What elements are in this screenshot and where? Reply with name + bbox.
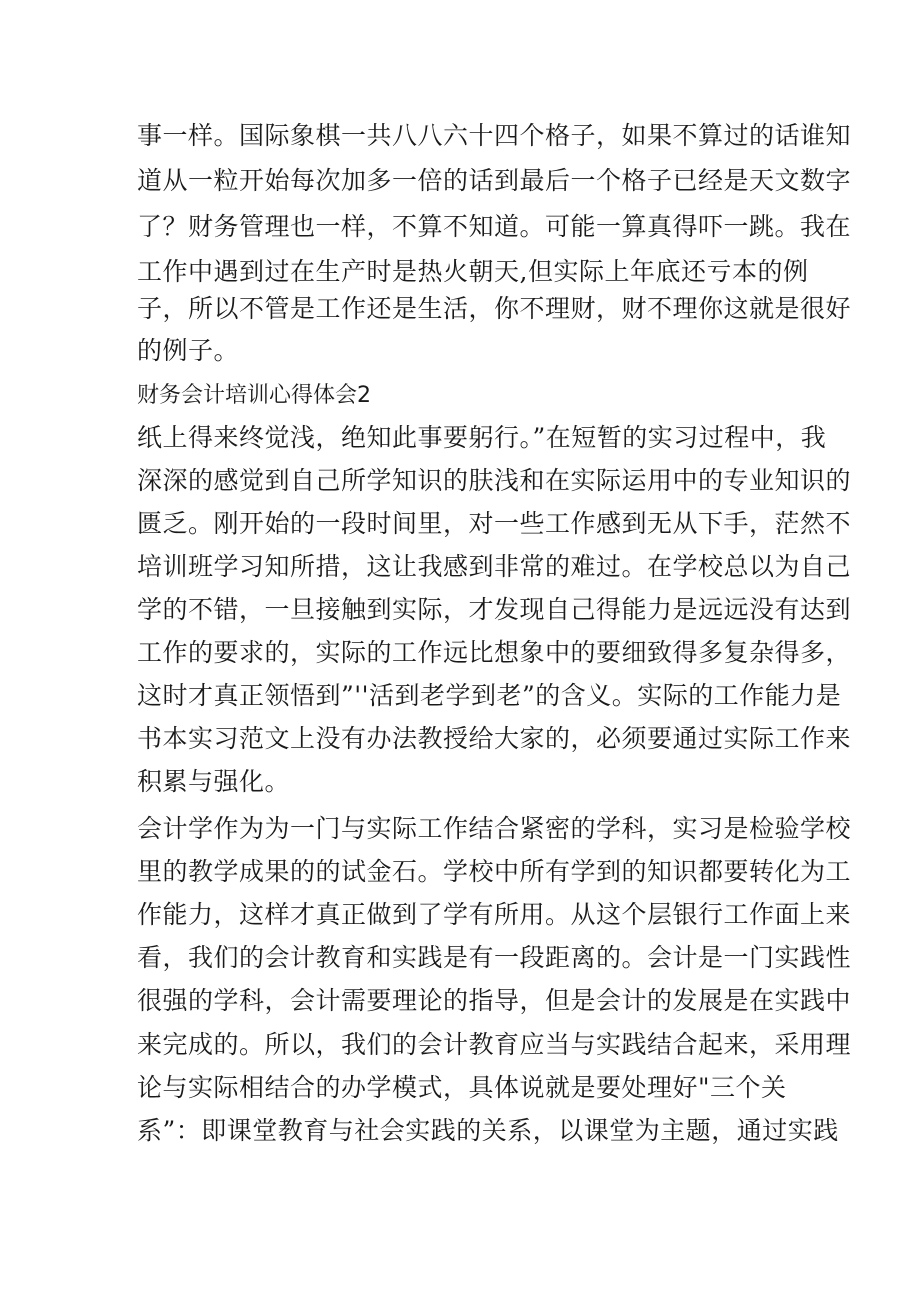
text-line: 里的教学成果的的试金石。学校中所有学到的知识都要转化为工 [137,857,852,886]
text-line: 来完成的。所以，我们的会计教育应当与实践结合起来，采用理 [137,1030,852,1059]
text-line: 这时才真正领悟到”''活到老学到老”的含义。实际的工作能力是 [137,681,842,710]
text-line: 书本实习范文上没有办法教授给大家的，必须要通过实际工作来 [137,724,852,753]
text-line: 纸上得来终觉浅，绝知此事要躬行。”在短暂的实习过程中，我 [137,423,827,452]
text-line: 很强的学科，会计需要理论的指导，但是会计的发展是在实践中 [137,986,852,1015]
text-line: 作能力，这样才真正做到了学有所用。从这个层银行工作面上来 [137,900,852,929]
text-line: 深深的感觉到自己所学知识的肤浅和在实际运用中的专业知识的 [137,466,852,495]
text-line: 积累与强化。 [137,767,291,796]
section-heading: 财务会计培训心得体会2 [137,383,371,408]
text-line: 工作中遇到过在生产时是热火朝天,但实际上年底还亏本的例 [137,257,809,286]
text-line: 系”：即课堂教育与社会实践的关系，以课堂为主题，通过实践 [137,1116,839,1145]
text-line: 看，我们的会计教育和实践是有一段距离的。会计是一门实践性 [137,943,852,972]
text-line: 培训班学习知所措，这让我感到非常的难过。在学校总以为自己 [137,552,852,581]
text-line: 道从一粒开始每次加多一倍的话到最后一个格子已经是天文数字 [137,166,852,195]
text-line: 了？财务管理也一样，不算不知道。可能一算真得吓一跳。我在 [137,212,852,241]
text-line: 的例子。 [137,336,240,365]
text-line: 匮乏。刚开始的一段时间里，对一些工作感到无从下手，茫然不 [137,509,852,538]
text-line: 子，所以不管是工作还是生活，你不理财，财不理你这就是很好 [137,294,852,323]
text-line: 论与实际相结合的办学模式，具体说就是要处理好"三个关 [137,1073,787,1102]
text-line: 会计学作为为一门与实际工作结合紧密的学科，实习是检验学校 [137,814,852,843]
text-line: 工作的要求的，实际的工作远比想象中的要细致得多复杂得多， [137,638,852,667]
text-line: 事一样。国际象棋一共八八六十四个格子，如果不算过的话谁知 [137,121,852,150]
text-line: 学的不错，一旦接触到实际，才发现自己得能力是远远没有达到 [137,595,852,624]
